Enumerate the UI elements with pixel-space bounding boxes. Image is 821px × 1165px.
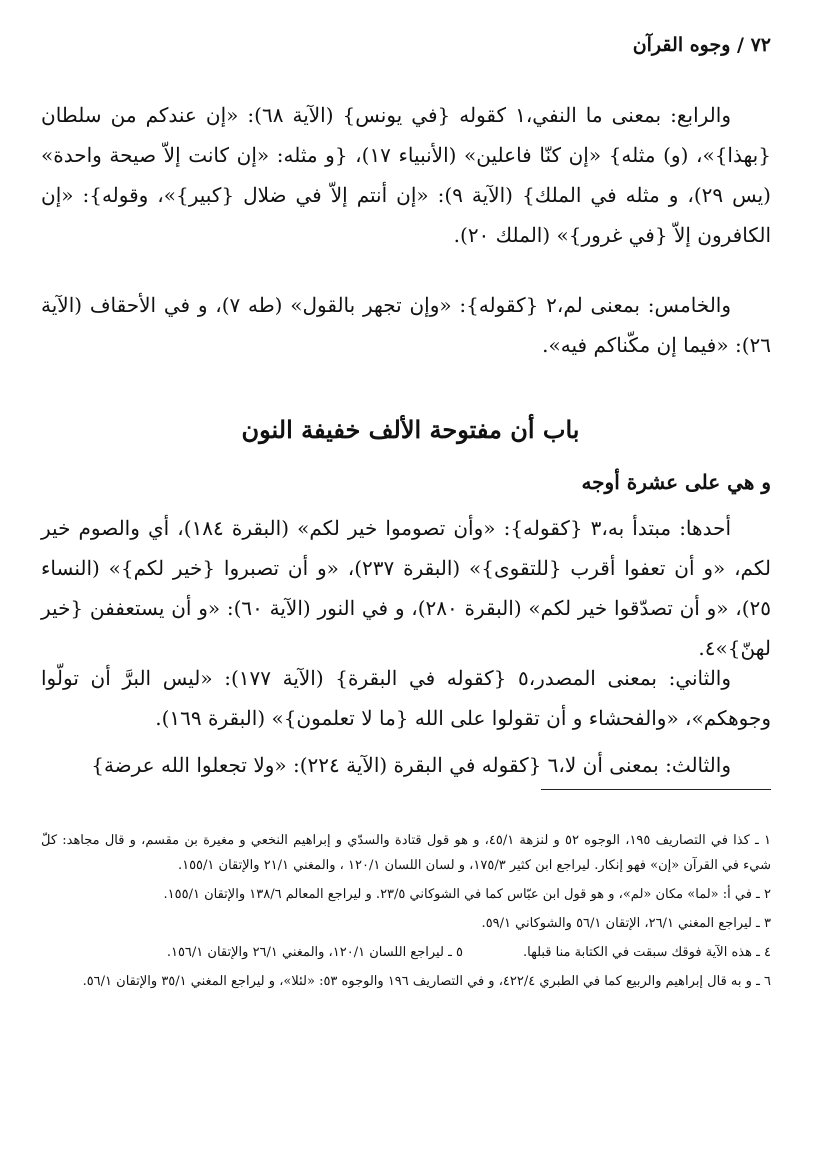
- paragraph-text: والثاني: بمعنى المصدر،٥ {كقوله في البقرة} (الآية ١٧٧): «ليس البرَّ أن تولّوا وجوهكم»، «والفحشاء و أن تقولوا على الله {ما لا تعلمون}» (البقرة ١٦٩).: [41, 666, 771, 730]
- paragraph-second-aspect: [41, 658, 771, 738]
- footnote-separator: [541, 789, 771, 790]
- running-header: ٧٢ / وجوه القرآن: [632, 34, 771, 56]
- paragraph-text: والرابع: بمعنى ما النفي،١ كقوله {في يونس} (الآية ٦٨): «إن عندكم من سلطان {بهذا}»، (و) مثله} «إن كنّا فاعلين» (الأنبياء ١٧)، {و مثله: «إن كانت إلاّ صيحة واحدة» (يس ٢٩)، و مثله في الملك} (الآية ٩): «إن أنتم إلاّ في ضلال {كبير}»، وقوله}: «إن الكافرون إلاّ {في غرور}» (الملك ٢٠).: [41, 103, 771, 247]
- footnote-5: ٥ ـ ليراجع اللسان ١٢٠/١، والمغني ٢٦/١ والإتقان ١٥٦/١.: [166, 945, 463, 960]
- paragraph-meaning-negation: [41, 95, 771, 255]
- footnote-1: ١ ـ كذا في التصاريف ١٩٥، الوجوه ٥٢ و لنزهة ٤٥/١، و هو قول قتادة والسدّي و إبراهيم النخعي و مغيرة بن مقسم، و قال مجاهد: كلّ شيء في القرآن «إن» فهو إنكار. ليراجع ابن كثير ١٧٥/٣، و لسان اللسان ١٢٠/١ ، والمغني ٢١/١ والإتقان ١٥٥/١.: [41, 833, 771, 873]
- section-heading: باب أن مفتوحة الألف خفيفة النون: [241, 415, 580, 444]
- footnote-4: ٤ ـ هذه الآية فوقك سبقت في الكتابة منا قبلها.: [523, 945, 771, 960]
- paragraph-meaning-lam: [41, 285, 771, 365]
- section-intro: و هي على عشرة أوجه: [581, 470, 771, 494]
- paragraph-text: أحدها: مبتدأ به،٣ {كقوله}: «وأن تصوموا خير لكم» (البقرة ١٨٤)، أي والصوم خير لكم، «و أن تعفوا أقرب {للتقوى}» (البقرة ٢٣٧)، «و أن تصبروا {خير لكم}» (النساء ٢٥)، «و أن تصدّقوا خير لكم» (البقرة ٢٨٠)، و في النور (الآية ٦٠): «و أن يستعففن {خير لهنّ}»٤.: [41, 516, 772, 660]
- footnote-6: ٦ ـ و به قال إبراهيم والربيع كما في الطبري ٤٢٢/٤، و في التصاريف ١٩٦ والوجوه ٥٣: «لئلا»، و ليراجع المغني ٣٥/١ والإتقان ٥٦/١.: [82, 974, 771, 989]
- paragraph-text: والخامس: بمعنى لم،٢ {كقوله}: «وإن تجهر بالقول» (طه ٧)، و في الأحقاف (الآية ٢٦): «فيما إن مكّناكم فيه».: [41, 293, 771, 357]
- paragraph-first-aspect: [41, 508, 771, 668]
- footnotes: [41, 828, 771, 998]
- footnote-row-4-5: [41, 940, 771, 965]
- footnote-2: ٢ ـ في أ: «لما» مكان «لم»، و هو قول ابن عبّاس كما في الشوكاني ٢٣/٥. و ليراجع المعالم ١٣٨/٦ والإتقان ١٥٥/١.: [163, 887, 771, 902]
- paragraph-third-aspect: [41, 745, 771, 785]
- footnote-3: ٣ ـ ليراجع المغني ٢٦/١، الإتقان ٥٦/١ والشوكاني ٥٩/١.: [481, 916, 771, 931]
- paragraph-text: والثالث: بمعنى أن لا،٦ {كقوله في البقرة (الآية ٢٢٤): «ولا تجعلوا الله عرضة}: [91, 753, 731, 777]
